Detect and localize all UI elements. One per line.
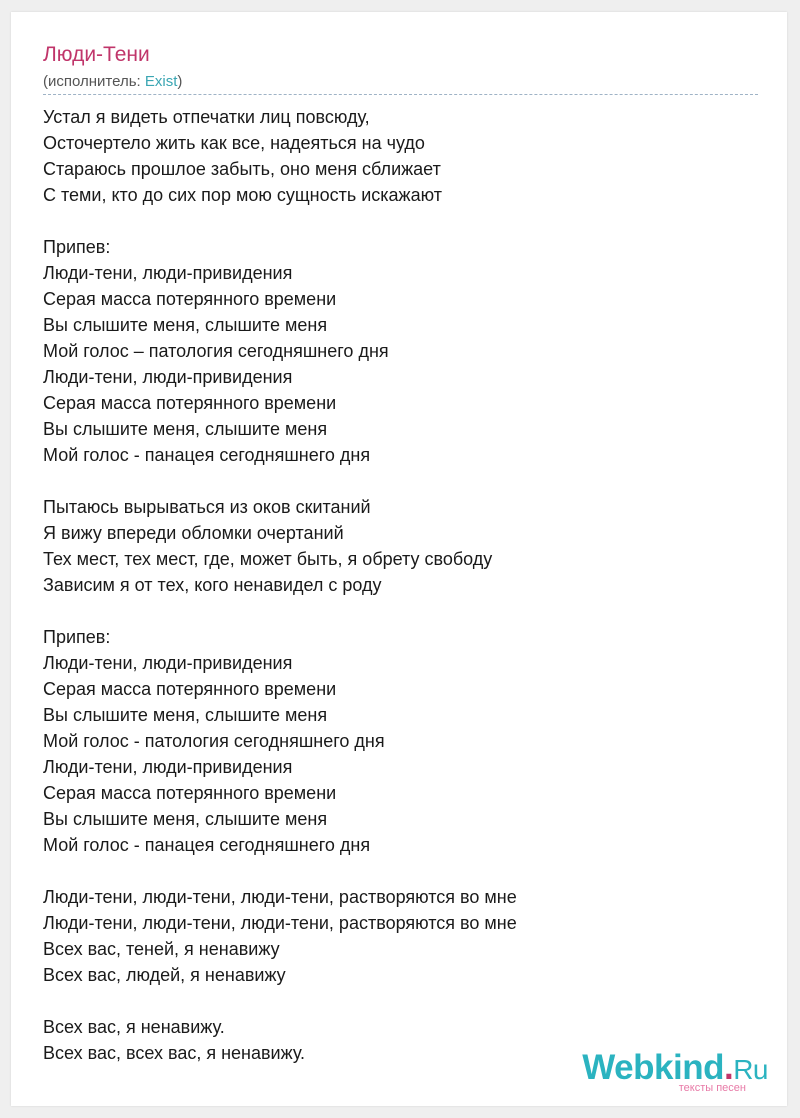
- lyric-line: Люди-тени, люди-тени, люди-тени, растворяются во мне: [43, 887, 517, 907]
- artist-prefix: (исполнитель:: [43, 73, 145, 90]
- lyrics-page: [11, 12, 787, 1106]
- logo-ru: Ru: [733, 1054, 768, 1085]
- lyric-line: Я вижу впереди обломки очертаний: [43, 523, 344, 543]
- lyric-line: Серая масса потерянного времени: [43, 679, 337, 699]
- lyric-line: Серая масса потерянного времени: [43, 289, 337, 309]
- lyric-line: Люди-тени, люди-привидения: [43, 263, 293, 283]
- lyric-line: Устал я видеть отпечатки лиц повсюду,: [43, 107, 370, 127]
- song-title: Люди-Тени: [43, 43, 150, 66]
- lyrics-stanza: [43, 1014, 517, 1066]
- lyric-line: Мой голос - патология сегодняшнего дня: [43, 731, 385, 751]
- artist-suffix: ): [177, 73, 183, 90]
- lyric-line: Пытаюсь вырываться из оков скитаний: [43, 497, 371, 517]
- lyrics-stanza: [43, 624, 517, 858]
- lyric-line: Всех вас, всех вас, я ненавижу.: [43, 1043, 306, 1063]
- logo-dot: .: [723, 1048, 734, 1087]
- logo-web: Webkind: [582, 1048, 724, 1087]
- lyric-line: Вы слышите меня, слышите меня: [43, 705, 328, 725]
- lyric-line: Всех вас, людей, я ненавижу: [43, 965, 286, 985]
- lyric-line: Серая масса потерянного времени: [43, 393, 337, 413]
- title-divider: [43, 94, 758, 95]
- lyric-line: Люди-тени, люди-привидения: [43, 653, 293, 673]
- lyric-line: Мой голос - панацея сегодняшнего дня: [43, 835, 371, 855]
- artist-line: [43, 73, 182, 91]
- lyric-line: Вы слышите меня, слышите меня: [43, 419, 328, 439]
- lyric-line: Люди-тени, люди-тени, люди-тени, растворяются во мне: [43, 913, 517, 933]
- lyric-line: Всех вас, теней, я ненавижу: [43, 939, 280, 959]
- lyric-line: Припев:: [43, 237, 111, 257]
- lyric-line: Тех мест, тех мест, где, может быть, я обрету свободу: [43, 549, 493, 569]
- lyrics-stanza: [43, 104, 517, 208]
- lyrics-stanza: [43, 234, 517, 468]
- lyric-line: Вы слышите меня, слышите меня: [43, 315, 328, 335]
- lyric-line: С теми, кто до сих пор мою сущность искажают: [43, 185, 442, 205]
- artist-link[interactable]: Exist: [144, 73, 178, 90]
- lyrics-stanza: [43, 494, 517, 598]
- webkind-logo: [582, 1050, 768, 1094]
- lyric-line: Люди-тени, люди-привидения: [43, 757, 293, 777]
- lyrics-stanza: [43, 884, 517, 988]
- lyric-line: Припев:: [43, 627, 111, 647]
- lyric-line: Вы слышите меня, слышите меня: [43, 809, 328, 829]
- logo-tagline: тексты песен: [678, 1082, 746, 1094]
- lyric-line: Осточертело жить как все, надеяться на чудо: [43, 133, 425, 153]
- lyric-line: Всех вас, я ненавижу.: [43, 1017, 225, 1037]
- lyric-line: Серая масса потерянного времени: [43, 783, 337, 803]
- lyric-line: Люди-тени, люди-привидения: [43, 367, 293, 387]
- lyric-line: Мой голос - панацея сегодняшнего дня: [43, 445, 371, 465]
- lyric-line: Стараюсь прошлое забыть, оно меня сближает: [43, 159, 441, 179]
- lyrics-text: [43, 104, 517, 1092]
- lyric-line: Зависим я от тех, кого ненавидел с роду: [43, 575, 382, 595]
- lyric-line: Мой голос – патология сегодняшнего дня: [43, 341, 389, 361]
